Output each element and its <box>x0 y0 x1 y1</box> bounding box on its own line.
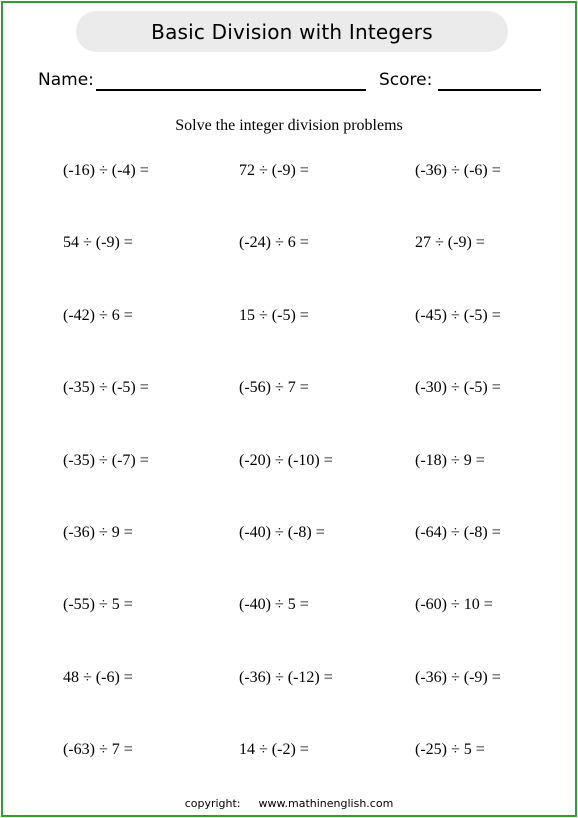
problem: 14 ÷ (-2) = <box>239 741 309 759</box>
problem: (-20) ÷ (-10) = <box>239 451 333 469</box>
problem: (-36) ÷ (-9) = <box>415 668 501 686</box>
name-score-row <box>38 70 542 96</box>
problem: (-36) ÷ (-12) = <box>239 668 333 686</box>
copyright-site: www.mathinenglish.com <box>258 797 394 810</box>
problem: (-16) ÷ (-4) = <box>63 162 149 179</box>
instructions: Solve the integer division problems <box>175 117 403 134</box>
problem: (-45) ÷ (-5) = <box>415 306 501 324</box>
problem: 48 ÷ (-6) = <box>63 668 133 686</box>
problem: (-24) ÷ 6 = <box>239 234 309 252</box>
problem: (-60) ÷ 10 = <box>415 596 493 614</box>
problem: (-40) ÷ 5 = <box>239 596 309 614</box>
problem: 54 ÷ (-9) = <box>63 234 133 252</box>
problem: 72 ÷ (-9) = <box>239 162 309 179</box>
problem: (-56) ÷ 7 = <box>239 379 309 397</box>
problem: (-35) ÷ (-5) = <box>63 379 149 397</box>
problem: (-55) ÷ 5 = <box>63 596 133 614</box>
problem: (-40) ÷ (-8) = <box>239 523 325 541</box>
score-blank-line <box>438 89 541 91</box>
problem: (-18) ÷ 9 = <box>415 451 485 469</box>
name-label: Name: <box>38 70 94 90</box>
problem: (-63) ÷ 7 = <box>63 741 133 759</box>
title-banner <box>76 11 508 52</box>
problem: 27 ÷ (-9) = <box>415 234 485 252</box>
name-blank-line <box>96 89 366 91</box>
problem: (-64) ÷ (-8) = <box>415 523 501 541</box>
problem-grid <box>63 161 543 813</box>
problem: 15 ÷ (-5) = <box>239 306 309 324</box>
problem: (-35) ÷ (-7) = <box>63 451 149 469</box>
problem: (-30) ÷ (-5) = <box>415 379 501 397</box>
score-label: Score: <box>379 70 433 90</box>
problem: (-36) ÷ (-6) = <box>415 162 501 179</box>
problem: (-42) ÷ 6 = <box>63 306 133 324</box>
problem: (-36) ÷ 9 = <box>63 523 133 541</box>
copyright-label: copyright: <box>184 797 241 810</box>
worksheet-title: Basic Division with Integers <box>151 19 433 44</box>
problem: (-25) ÷ 5 = <box>415 741 485 759</box>
copyright-footer <box>0 797 578 810</box>
